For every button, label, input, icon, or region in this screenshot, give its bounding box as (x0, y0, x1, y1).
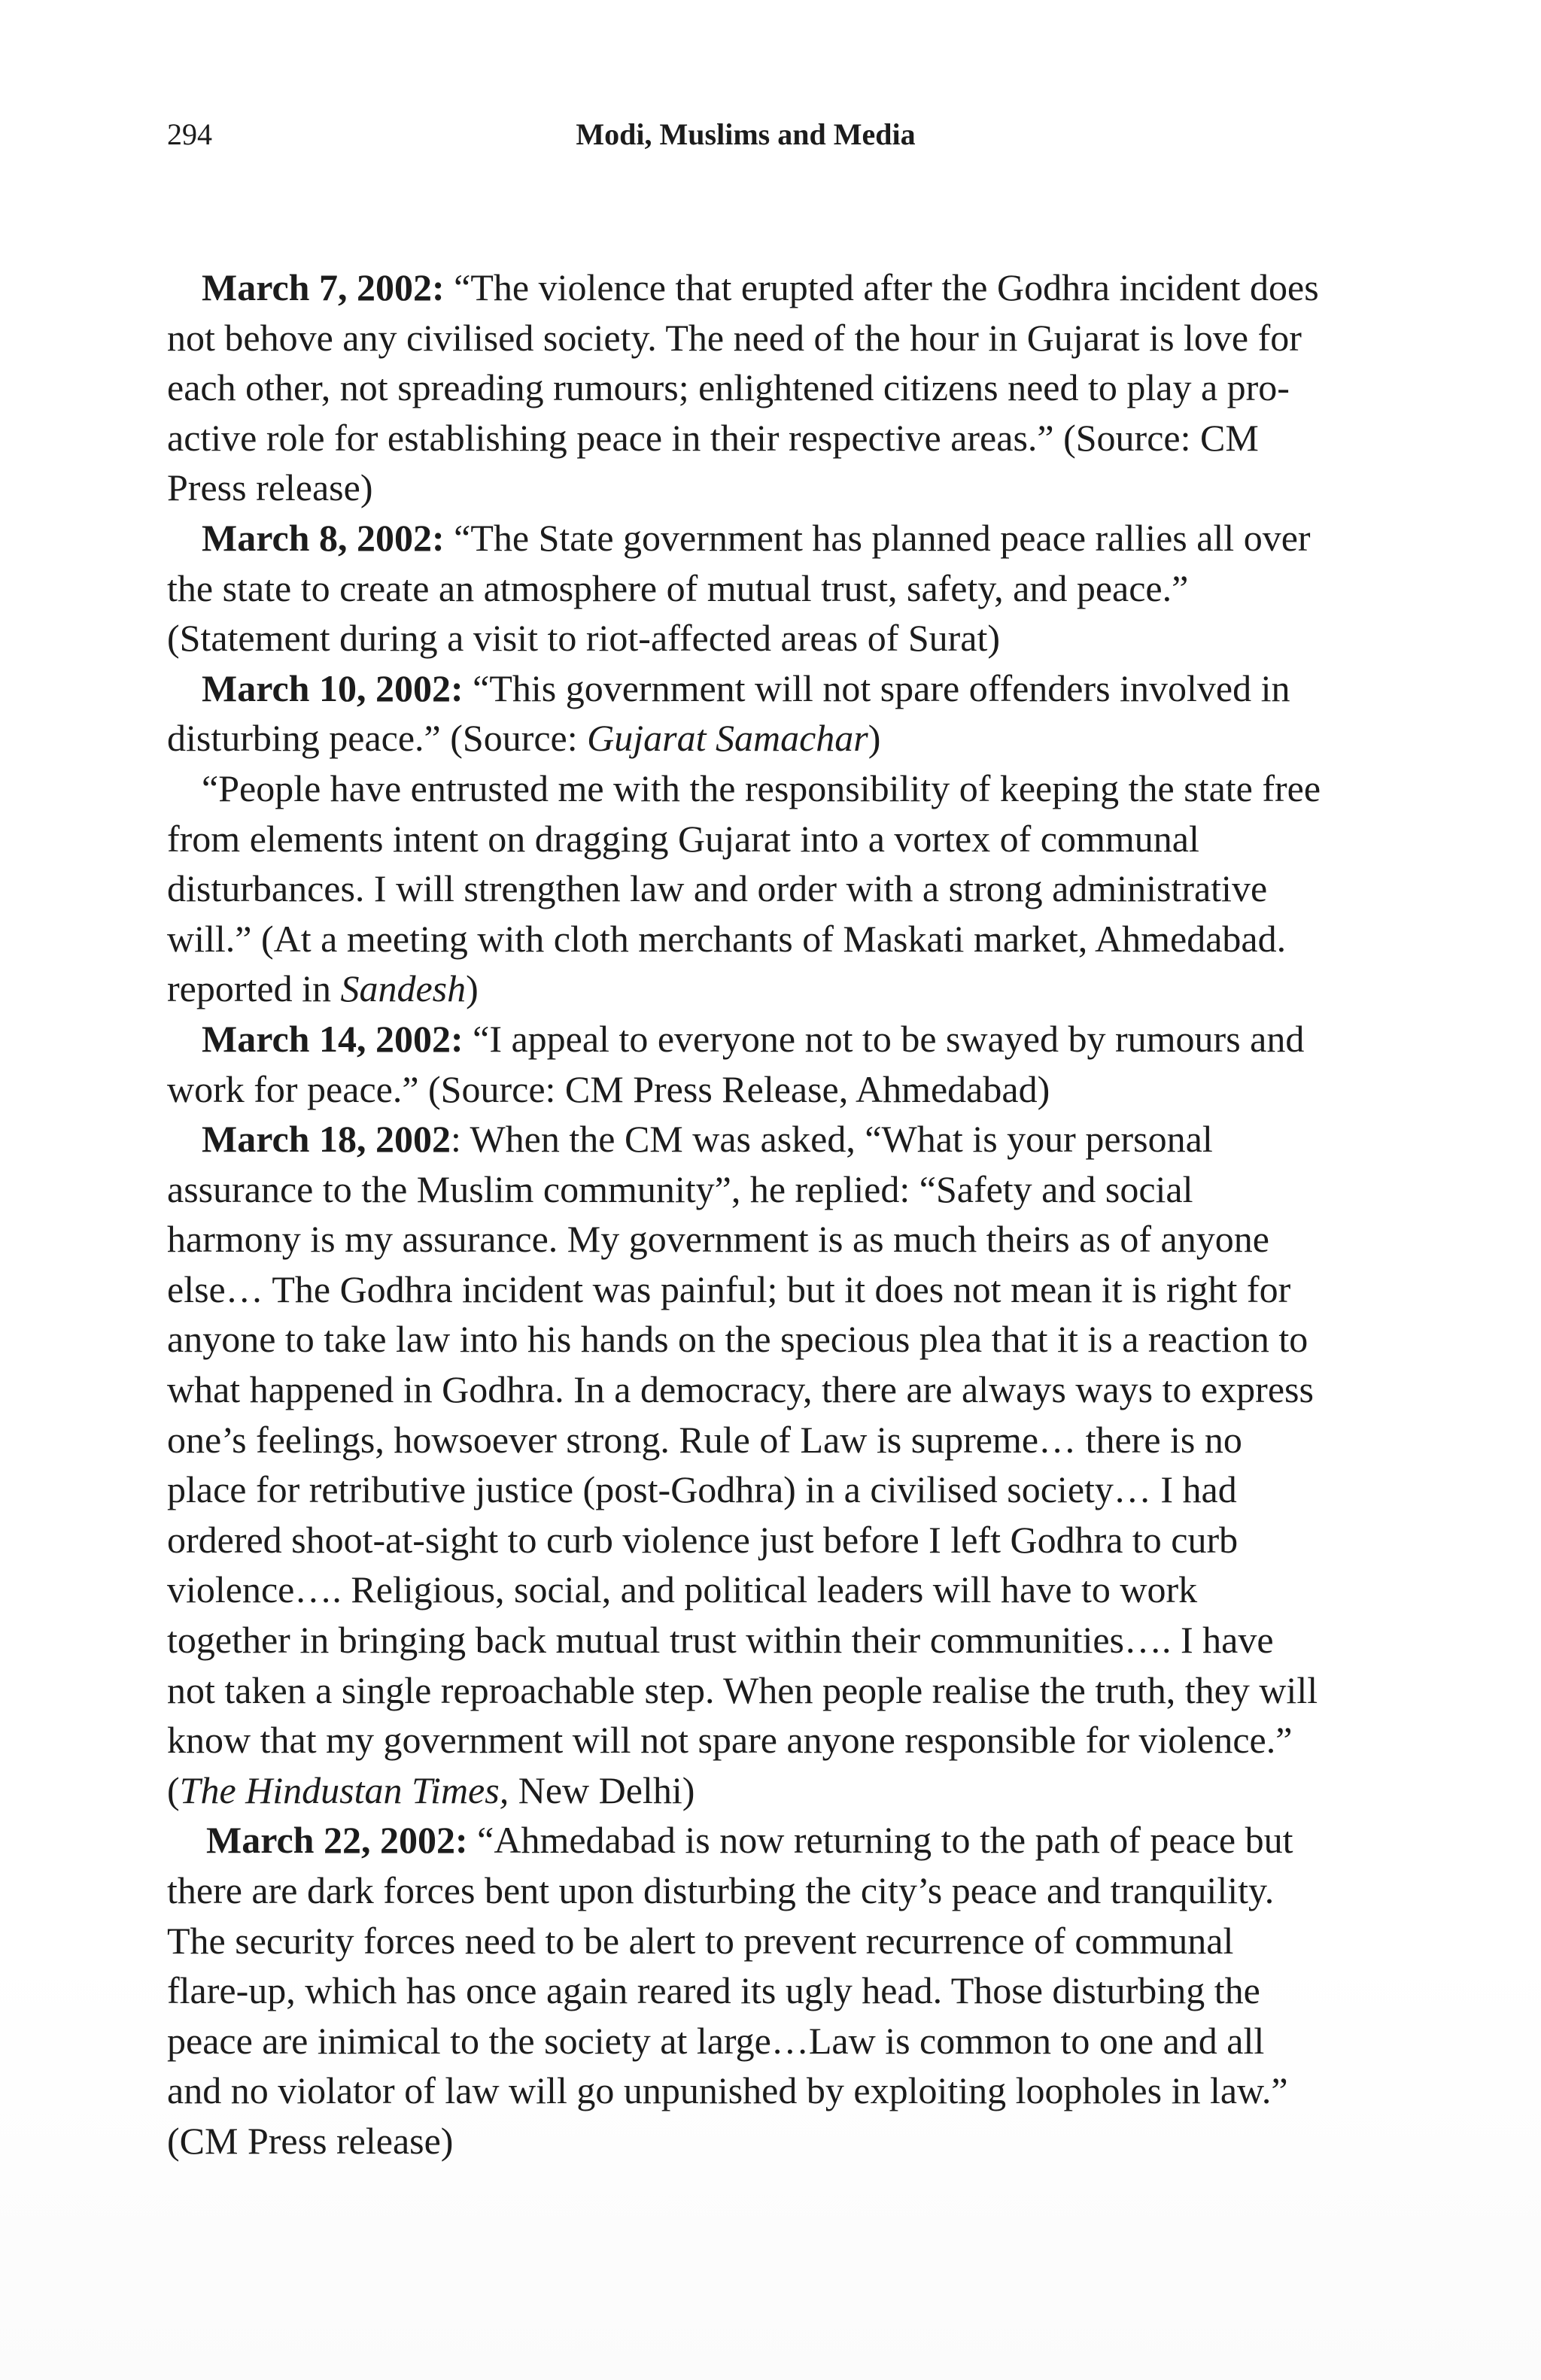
entry-tail: ) (466, 967, 479, 1010)
entry-march-22 (167, 1815, 1324, 2166)
entry-date: March 7, 2002: (202, 266, 445, 308)
entry-date: March 10, 2002: (202, 666, 464, 709)
entry-text: “Ahmedabad is now returning to the path of peace but there are dark forces bent upon disturbing the city’s peace and tranquility. The security forces need to be alert to prevent recurrence of communal flare-up, which has once again reared its ugly head. Those disturbing the peace are inimical to the society at large…Law is common to one and all and no violator of law will go unpunished by exploiting loopholes in law.” (CM Press release) (167, 1819, 1293, 2162)
entry-source: The Hindustan Times, (179, 1768, 509, 1811)
entry-text: “The State government has planned peace rallies all over the state to create an atmosphere of mutual trust, safety, and peace.” (Statement during a visit to riot-affected areas of Surat) (167, 516, 1311, 660)
entry-date: March 22, 2002: (206, 1819, 468, 1862)
entry-text: “The violence that erupted after the Godhra incident does not behove any civilised society. The need of the hour in Gujarat is love for each other, not spreading rumours; enlightened citizens need to play a pro-active role for establishing peace in their respective areas.” (Source: CM Press release) (167, 266, 1319, 509)
page-number: 294 (167, 117, 212, 151)
entry-march-8 (167, 513, 1324, 663)
entry-text: : When the CM was asked, “What is your personal assurance to the Muslim community”, he replied: “Safety and social harmony is my assurance. My government is as much theirs as of anyone else… The Godhra incident was painful; but it does not mean it is right for anyone to take law into his hands on the specious plea that it is a reaction to what happened in Godhra. In a democracy, there are always ways to express one’s feelings, howsoever strong. Rule of Law is supreme… there is no place for retributive justice (post-Godhra) in a civilised society… I had ordered shoot-at-sight to curb violence just before I left Godhra to curb violence…. Religious, social, and political leaders will have to work together in bringing back mutual trust within their communities…. I have not taken a single reproachable step. When people realise the truth, they will know that my government will not spare anyone responsible for violence.” ( (167, 1118, 1318, 1811)
entry-march-18 (167, 1114, 1324, 1815)
entry-date: March 8, 2002: (202, 516, 445, 559)
entry-date: March 18, 2002 (202, 1118, 451, 1161)
entry-march-7 (167, 263, 1324, 513)
entry-march-10-quote (167, 763, 1324, 1014)
entry-march-10 (167, 663, 1324, 763)
entry-march-14 (167, 1014, 1324, 1114)
entry-tail: New Delhi) (509, 1768, 695, 1811)
entry-text: “I appeal to everyone not to be swayed by rumours and work for peace.” (Source: CM Press Release, Ahmedabad) (167, 1017, 1305, 1110)
running-title: Modi, Muslims and Media (576, 117, 916, 151)
entry-tail: ) (868, 717, 881, 760)
body-text (167, 263, 1324, 2166)
page-header (167, 117, 1324, 162)
entry-date: March 14, 2002: (202, 1017, 464, 1060)
entry-source: Gujarat Samachar (587, 717, 868, 760)
entry-text: “People have entrusted me with the responsibility of keeping the state free from elements intent on dragging Gujarat into a vortex of communal disturbances. I will strengthen law and order with a strong administrative will.” (At a meeting with cloth merchants of Maskati market, Ahmedabad. reported in (167, 767, 1321, 1010)
entry-source: Sandesh (340, 967, 467, 1010)
entry-text: “This government will not spare offenders involved in disturbing peace.” (Source: (167, 666, 1290, 760)
